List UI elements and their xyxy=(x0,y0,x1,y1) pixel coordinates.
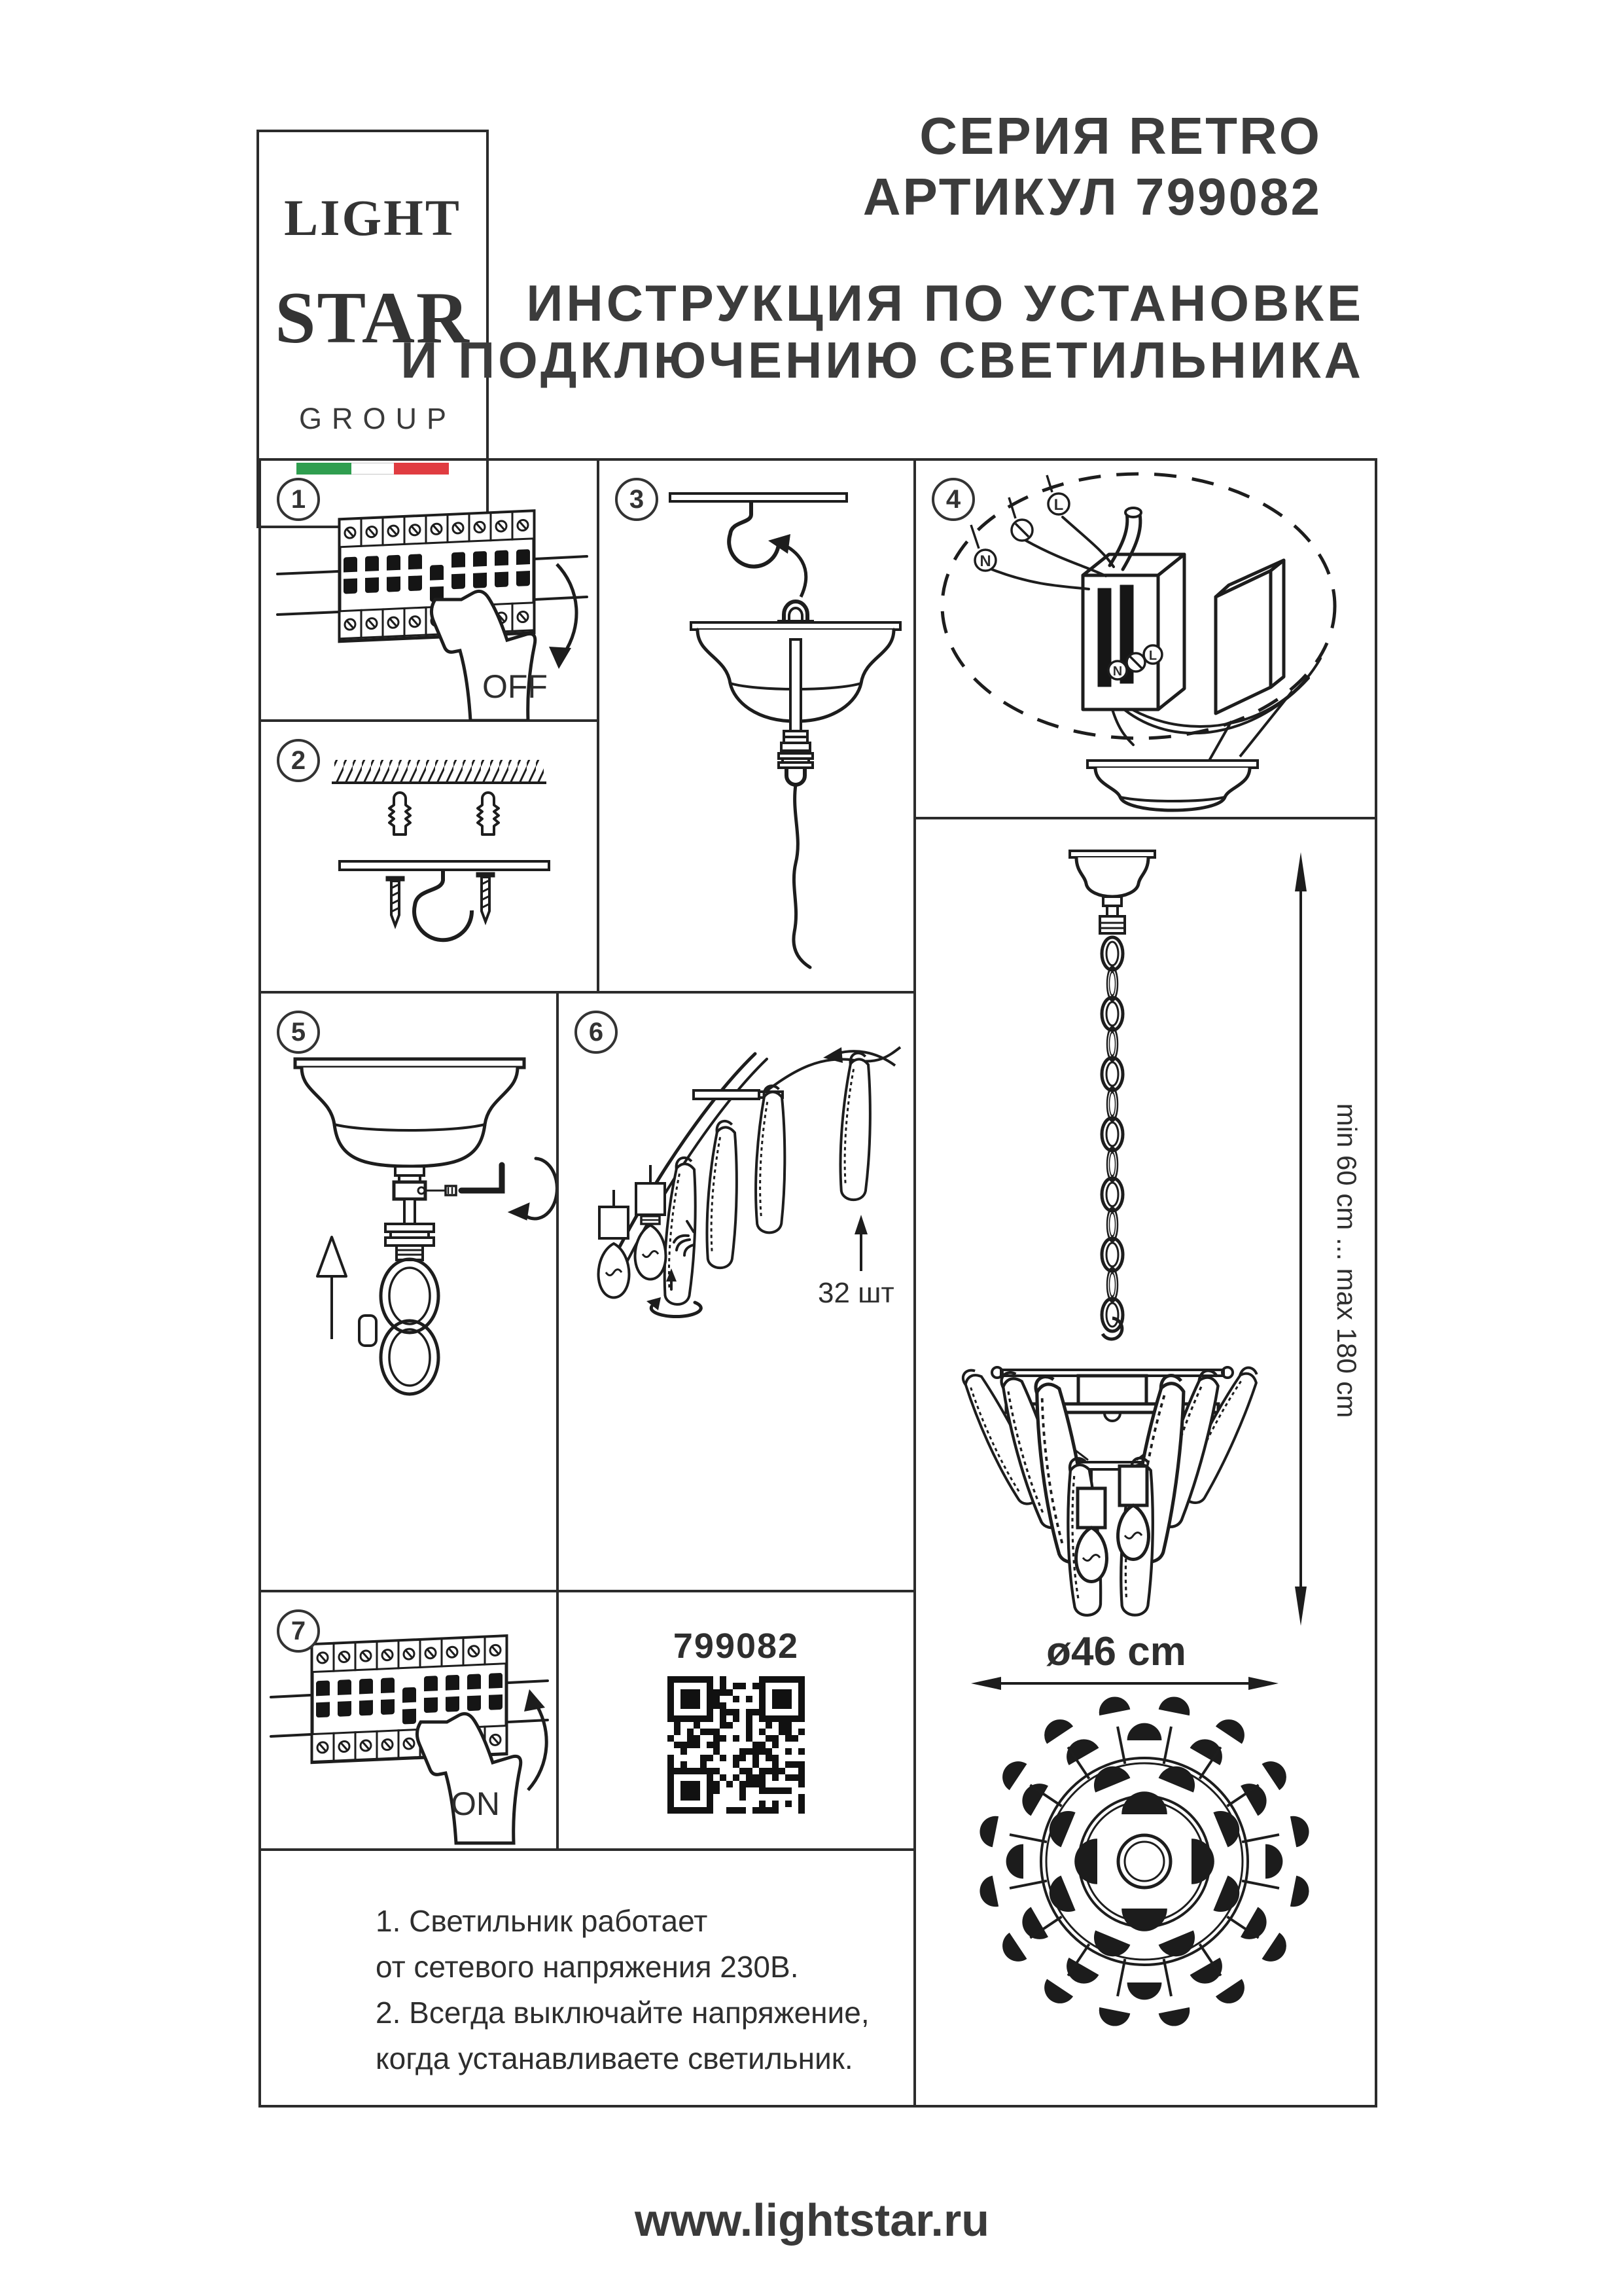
diameter-label: ø46 cm xyxy=(1046,1629,1186,1674)
step-5-panel xyxy=(261,994,556,1590)
pendant-cord xyxy=(794,785,810,967)
set-screw-and-key xyxy=(427,1158,556,1220)
glass-petal xyxy=(705,1121,741,1268)
chandelier-drawing xyxy=(916,819,1375,2105)
article-title: АРТИКУЛ 799082 xyxy=(862,168,1322,226)
terminal-l-label: L xyxy=(1053,496,1064,514)
candle-bulb xyxy=(635,1225,666,1280)
instruction-grid xyxy=(258,458,1377,2108)
glass-petal xyxy=(838,1052,874,1200)
step-2-badge: 2 xyxy=(277,739,320,782)
step-5-badge: 5 xyxy=(277,1011,320,1054)
ceiling-hook-icon xyxy=(729,501,779,567)
ceiling-hatch xyxy=(332,760,546,783)
terminal-l-label: L xyxy=(1148,649,1157,663)
glass-petal xyxy=(754,1085,787,1233)
hang-arrow-icon xyxy=(768,534,806,597)
mounting-plate xyxy=(340,861,549,870)
terminal-n-label: N xyxy=(1112,664,1123,679)
on-arrow-icon xyxy=(524,1689,546,1790)
terminal-cover xyxy=(1216,560,1284,713)
notes-panel xyxy=(261,1851,915,2105)
off-label: OFF xyxy=(482,668,548,705)
chain-links xyxy=(359,1259,438,1394)
instruction-title-line2: И ПОДКЛЮЧЕНИЮ СВЕТИЛЬНИКА xyxy=(400,331,1364,389)
step-1-panel xyxy=(261,461,598,721)
rod xyxy=(404,1199,415,1224)
step-4-panel xyxy=(916,461,1375,817)
terminal-n-label: N xyxy=(980,552,991,570)
step-3-badge: 3 xyxy=(615,478,658,521)
hanger-wire xyxy=(766,1047,900,1092)
step-3-panel xyxy=(599,461,913,991)
up-arrow-icon xyxy=(317,1237,346,1339)
note-line: от сетевого напряжения 230В. xyxy=(376,1950,799,1984)
pendant-assembly xyxy=(691,601,900,967)
article-number-label: 799082 xyxy=(673,1626,800,1666)
step-6-panel xyxy=(559,994,913,1590)
note-line: 1. Светильник работает xyxy=(376,1904,708,1938)
pendant-canopy xyxy=(1087,761,1258,810)
note-line: когда устанавливаете светильник. xyxy=(376,2041,853,2075)
step-4-badge: 4 xyxy=(932,478,975,521)
height-range-label: min 60 cm ... max 180 cm xyxy=(1332,1103,1362,1418)
logo-star-text: STAR xyxy=(275,278,470,359)
step-7-panel xyxy=(261,1592,556,1848)
on-label: ON xyxy=(451,1785,500,1822)
qr-code-block xyxy=(559,1592,913,1848)
diagram-hang-pendant xyxy=(599,461,913,991)
instruction-title-line1: ИНСТРУКЦИЯ ПО УСТАНОВКЕ xyxy=(526,274,1364,332)
step-2-panel xyxy=(261,722,598,991)
logo-group-text: GROUP xyxy=(298,402,456,435)
bulb-screw-base xyxy=(641,1216,660,1224)
note-line: 2. Всегда выключайте напряжение, xyxy=(376,1996,870,2030)
mounting-hook-icon xyxy=(414,870,472,940)
diameter-dimension xyxy=(971,1629,1279,1690)
qr-panel xyxy=(559,1592,913,1848)
wall-anchor-icon xyxy=(389,793,499,834)
height-dimension xyxy=(1295,852,1362,1626)
diagram-rod-assembly xyxy=(261,994,556,1590)
step-6-badge: 6 xyxy=(574,1011,618,1054)
chandelier-panel xyxy=(916,819,1375,2105)
off-arrow-icon xyxy=(549,564,576,669)
hex-key-icon xyxy=(461,1165,502,1191)
count-arrow-icon xyxy=(855,1215,868,1271)
diagram-petals-bulbs xyxy=(559,994,913,1590)
candle-bulb xyxy=(599,1244,629,1298)
step-7-badge: 7 xyxy=(277,1609,320,1653)
series-title: СЕРИЯ RETRO xyxy=(919,107,1322,165)
logo-light-text: LIGHT xyxy=(284,189,461,246)
ceiling-canopy xyxy=(1070,851,1155,933)
ceiling-plate xyxy=(670,493,847,501)
screw-icon xyxy=(386,872,495,925)
website-url: www.lightstar.ru xyxy=(635,2195,989,2246)
petal-count-label: 32 шт xyxy=(818,1277,894,1309)
top-view-rosette xyxy=(977,1694,1312,2029)
diagram-wiring xyxy=(916,461,1375,817)
qr-code xyxy=(667,1676,805,1814)
chandelier-chain xyxy=(1102,937,1123,1331)
safety-notes xyxy=(376,1898,870,2081)
terminal-block xyxy=(1083,554,1184,709)
step-1-badge: 1 xyxy=(277,478,320,521)
